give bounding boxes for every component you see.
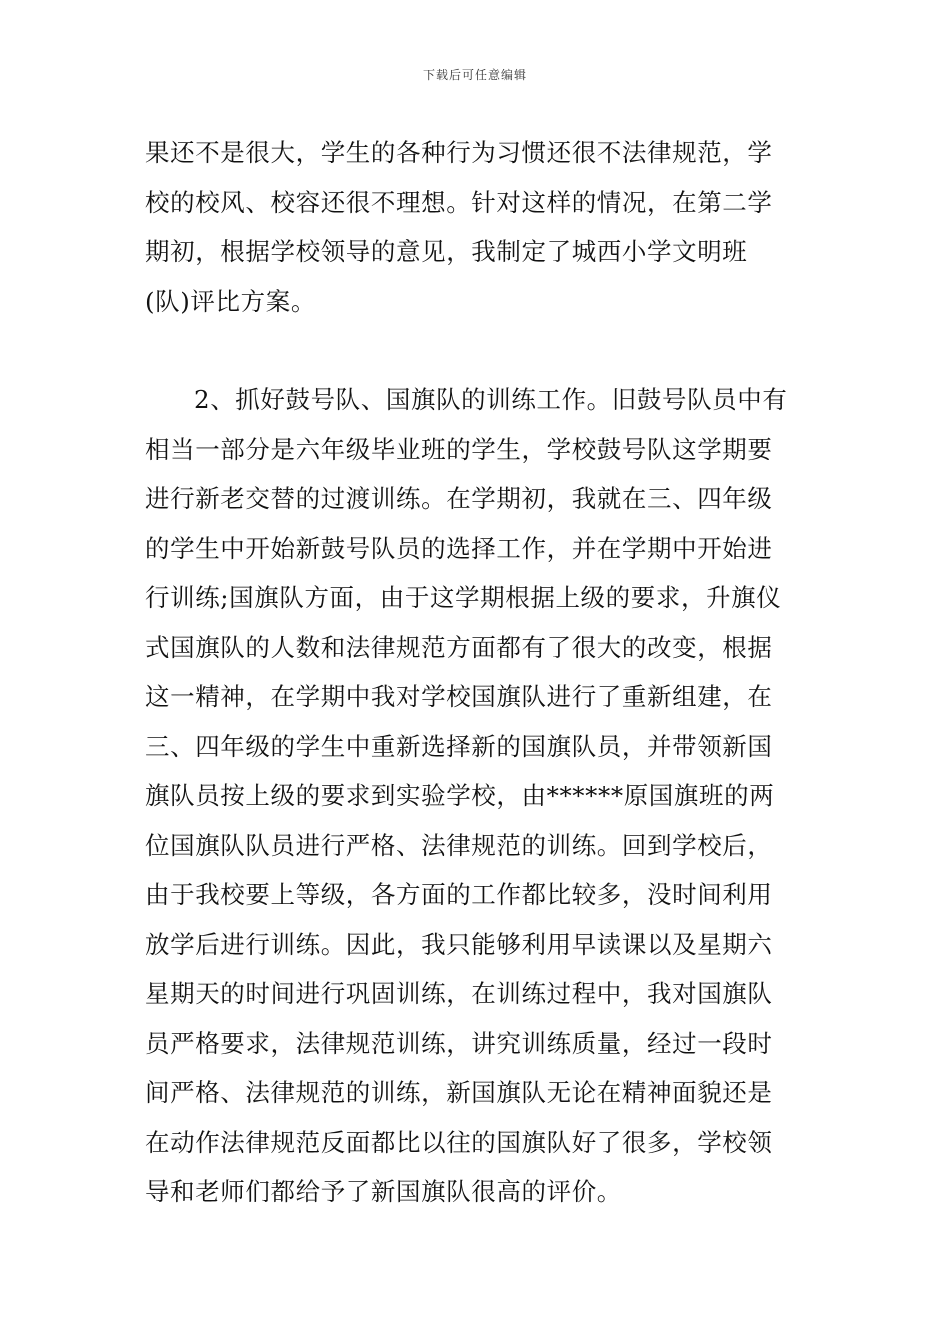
- text-line: 员严格要求，法律规范训练，讲究训练质量，经过一段时: [145, 1028, 773, 1058]
- text-line: 旗队员按上级的要求到实验学校，由******原国旗班的两: [145, 781, 775, 810]
- text-line: 在动作法律规范反面都比以往的国旗队好了很多，学校领: [145, 1127, 773, 1157]
- text-line: 间严格、法律规范的训练，新国旗队无论在精神面貌还是: [145, 1078, 773, 1107]
- text-line: 的学生中开始新鼓号队员的选择工作，并在学期中开始进: [145, 533, 773, 563]
- text-line: (队)评比方案。: [145, 286, 316, 316]
- text-line: 期初，根据学校领导的意见，我制定了城西小学文明班: [145, 237, 748, 266]
- text-line: 行训练;国旗队方面，由于这学期根据上级的要求，升旗仪: [145, 583, 782, 612]
- document-body: [145, 128, 815, 1217]
- text-line: 放学后进行训练。因此，我只能够利用早读课以及星期六: [145, 929, 773, 959]
- paragraph-2: [145, 375, 815, 1217]
- text-line: 星期天的时间进行巩固训练，在训练过程中，我对国旗队: [145, 979, 773, 1008]
- text-line: 进行新老交替的过渡训练。在学期初，我就在三、四年级: [145, 484, 773, 513]
- text-line: 三、四年级的学生中重新选择新的国旗队员，并带领新国: [145, 731, 773, 761]
- text-line: 这一精神，在学期中我对学校国旗队进行了重新组建，在: [145, 682, 773, 711]
- text-line: 果还不是很大，学生的各种行为习惯还很不法律规范，学: [145, 138, 773, 167]
- text-line: 导和老师们都给予了新国旗队很高的评价。: [145, 1177, 622, 1206]
- page-header: 下载后可任意编辑: [422, 68, 527, 82]
- text-line: 式国旗队的人数和法律规范方面都有了很大的改变，根据: [145, 632, 773, 662]
- paragraph-1: [145, 128, 815, 326]
- text-line: 校的校风、校容还很不理想。针对这样的情况，在第二学: [145, 187, 773, 217]
- text-line: 由于我校要上等级，各方面的工作都比较多，没时间利用: [145, 880, 773, 909]
- text-line: 位国旗队队员进行严格、法律规范的训练。回到学校后，: [145, 830, 773, 860]
- text-line: 2、抓好鼓号队、国旗队的训练工作。旧鼓号队员中有: [194, 385, 788, 414]
- text-line: 相当一部分是六年级毕业班的学生，学校鼓号队这学期要: [145, 434, 773, 464]
